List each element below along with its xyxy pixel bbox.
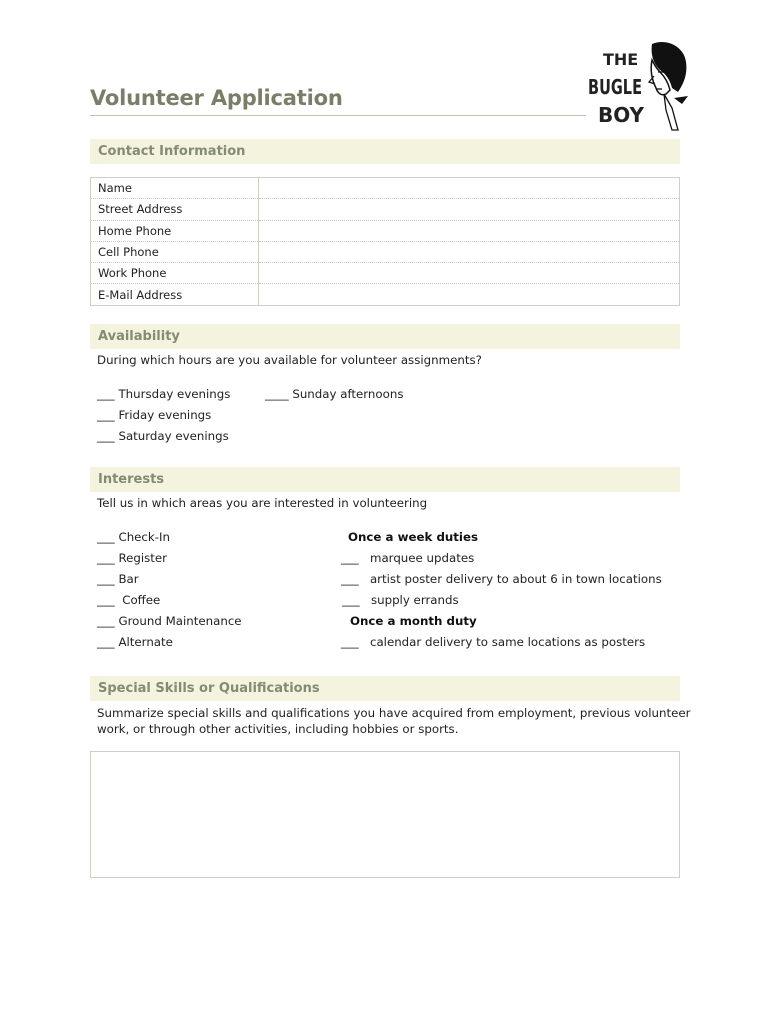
skills-section-heading: Special Skills or Qualifications xyxy=(90,676,680,701)
option-label: supply errands xyxy=(370,593,459,607)
duty-option-poster-delivery[interactable] xyxy=(341,572,662,586)
contact-table xyxy=(90,177,680,306)
interests-section-heading: Interests xyxy=(90,467,680,492)
field-label: E-Mail Address xyxy=(91,284,259,305)
blank-line: ___ xyxy=(97,429,115,443)
table-row xyxy=(91,178,680,199)
bugle-boy-logo xyxy=(586,38,692,134)
weekly-duties-heading: Once a week duties xyxy=(348,530,478,544)
interest-option-alternate[interactable] xyxy=(97,635,173,649)
availability-option-sunday[interactable] xyxy=(265,387,403,401)
option-label: Check-In xyxy=(118,530,170,544)
blank-line: ___ xyxy=(97,551,115,565)
field-label: Street Address xyxy=(91,199,259,220)
street-address-field[interactable] xyxy=(259,199,680,220)
blank-line: ___ xyxy=(97,408,115,422)
option-label: artist poster delivery to about 6 in town locations xyxy=(369,572,662,586)
interest-option-ground-maintenance[interactable] xyxy=(97,614,242,628)
field-label: Name xyxy=(91,178,259,199)
availability-option-saturday[interactable] xyxy=(97,429,229,443)
availability-section-heading: Availability xyxy=(90,324,680,349)
field-label: Cell Phone xyxy=(91,241,259,262)
title-divider xyxy=(90,115,586,116)
page-title: Volunteer Application xyxy=(90,86,343,110)
logo-face-icon xyxy=(649,42,688,130)
option-label: Sunday afternoons xyxy=(292,387,404,401)
option-label: marquee updates xyxy=(369,551,475,565)
field-label: Home Phone xyxy=(91,220,259,241)
option-label: Register xyxy=(118,551,168,565)
table-row xyxy=(91,199,680,220)
duty-option-supply-errands[interactable] xyxy=(342,593,459,607)
blank-line: ___ xyxy=(97,387,115,401)
option-label: Alternate xyxy=(118,635,173,649)
table-row xyxy=(91,220,680,241)
interest-option-check-in[interactable] xyxy=(97,530,170,544)
cell-phone-field[interactable] xyxy=(259,241,680,262)
logo-text-boy: BOY xyxy=(598,103,645,127)
field-label: Work Phone xyxy=(91,263,259,284)
monthly-duty-heading: Once a month duty xyxy=(350,614,477,628)
blank-line: ___ xyxy=(97,572,115,586)
logo-text-bugle: BUGLE xyxy=(588,75,642,99)
blank-line: ___ xyxy=(97,614,115,628)
table-row xyxy=(91,241,680,262)
availability-option-friday[interactable] xyxy=(97,408,211,422)
duty-option-calendar-delivery[interactable] xyxy=(341,635,645,649)
interest-option-coffee[interactable] xyxy=(97,593,160,607)
blank-line: ___ xyxy=(97,530,115,544)
skills-instructions xyxy=(97,705,691,737)
duty-option-marquee[interactable] xyxy=(341,551,474,565)
blank-line: ___ xyxy=(342,593,360,607)
option-label: Friday evenings xyxy=(118,408,212,422)
blank-line: ___ xyxy=(97,593,115,607)
skills-instructions-line: work, or through other activities, including hobbies or sports. xyxy=(97,722,459,736)
blank-line: ___ xyxy=(97,635,115,649)
option-label: Saturday evenings xyxy=(118,429,229,443)
option-label: calendar delivery to same locations as posters xyxy=(369,635,646,649)
availability-option-thursday[interactable] xyxy=(97,387,230,401)
table-row xyxy=(91,263,680,284)
email-field[interactable] xyxy=(259,284,680,305)
interests-question: Tell us in which areas you are interested in volunteering xyxy=(97,496,428,510)
work-phone-field[interactable] xyxy=(259,263,680,284)
contact-section-heading: Contact Information xyxy=(90,139,680,164)
blank-line: ___ xyxy=(341,635,359,649)
skills-textarea[interactable] xyxy=(90,751,680,878)
option-label: Ground Maintenance xyxy=(118,614,242,628)
option-label: Coffee xyxy=(122,593,161,607)
table-row xyxy=(91,284,680,305)
home-phone-field[interactable] xyxy=(259,220,680,241)
interest-option-bar[interactable] xyxy=(97,572,139,586)
blank-line: ____ xyxy=(265,387,289,401)
skills-instructions-line: Summarize special skills and qualifications you have acquired from employment, previous volunteer xyxy=(97,706,691,720)
availability-question: During which hours are you available for volunteer assignments? xyxy=(97,353,482,367)
interest-option-register[interactable] xyxy=(97,551,167,565)
option-label: Bar xyxy=(118,572,139,586)
blank-line: ___ xyxy=(341,572,359,586)
logo-text-the: THE xyxy=(603,50,639,69)
name-field[interactable] xyxy=(259,178,680,199)
blank-line: ___ xyxy=(341,551,359,565)
option-label: Thursday evenings xyxy=(118,387,231,401)
